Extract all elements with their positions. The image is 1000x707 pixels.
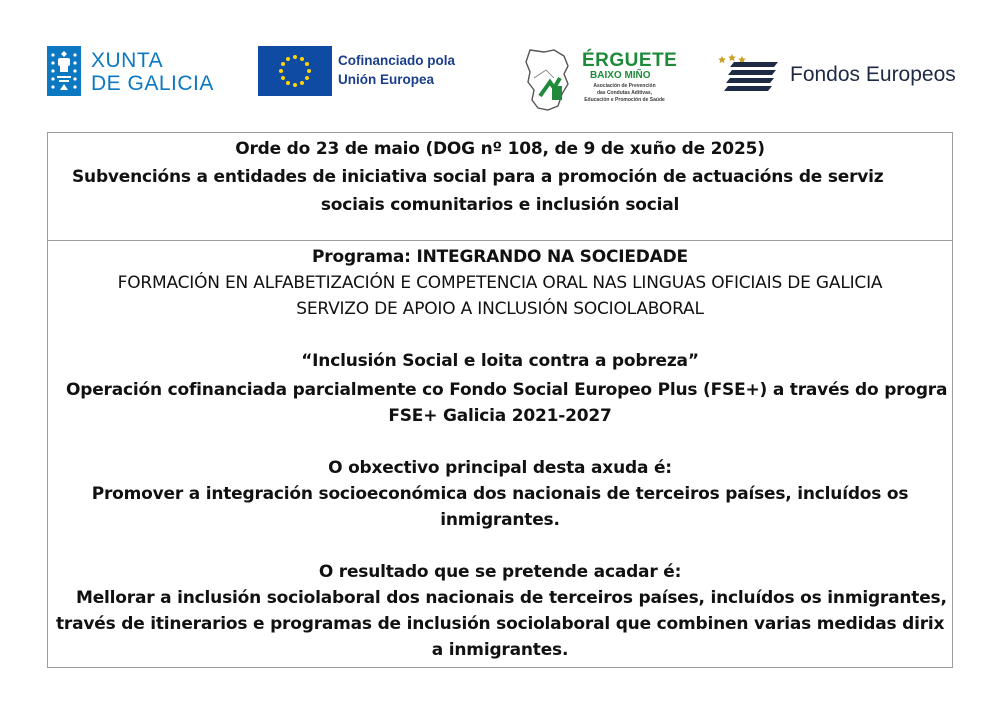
eu-logo-line1: Cofinanciado pola: [338, 53, 456, 68]
xunta-logo-line1: XUNTA: [91, 49, 164, 72]
eu-flag-icon: [258, 46, 332, 96]
resultado-title: O resultado que se pretende acadar é:: [318, 562, 682, 582]
operacion-line: Operación cofinanciada parcialmente co Fondo Social Europeo Plus (FSE+) a través do progra: [66, 380, 948, 400]
header-line2: Subvencións a entidades de iniciativa social para a promoción de actuacións de serviz: [72, 167, 884, 187]
eu-cofinanciado-logo: [258, 46, 488, 96]
fondos-europeos-flag-icon: [718, 52, 784, 96]
info-table: [47, 132, 953, 668]
programa-line: Programa: INTEGRANDO NA SOCIEDADE: [312, 247, 688, 267]
resultado-line2: través de itinerarios e programas de inclusión sociolaboral que combinen varias medidas dirix: [56, 614, 945, 634]
erguete-title: ÉRGUETE: [582, 50, 678, 71]
header-line3: sociais comunitarios e inclusión social: [320, 195, 680, 215]
galicia-shield-icon: [47, 46, 81, 96]
erguete-map-icon: [524, 48, 572, 114]
erguete-desc-line1: Asociación de Prevención: [593, 83, 656, 89]
eu-logo-line2: Unión Europea: [338, 72, 435, 87]
header-cell: [48, 133, 952, 241]
obxectivo-line2: inmigrantes.: [440, 510, 560, 530]
erguete-subtitle: BAIXO MIÑO: [590, 70, 651, 81]
body-cell: [48, 241, 952, 668]
resultado-line3: a inmigrantes.: [431, 640, 569, 660]
fondos-europeos-text: Fondos Europeos: [790, 63, 956, 86]
erguete-baixo-mino-logo: [524, 48, 678, 116]
formacion-line: FORMACIÓN EN ALFABETIZACIÓN E COMPETENCIA ORAL NAS LINGUAS OFICIAIS DE GALICIA: [117, 273, 883, 293]
inclusion-quote-line: “Inclusión Social e loita contra a pobreza”: [301, 351, 699, 371]
servizo-line: SERVIZO DE APOIO A INCLUSIÓN SOCIOLABORAL: [296, 299, 704, 319]
erguete-desc-line2: das Condutas Aditivas,: [596, 90, 653, 96]
fse-galicia-line: FSE+ Galicia 2021-2027: [388, 406, 612, 426]
obxectivo-line1: Promover a integración socioeconómica dos nacionais de terceiros países, incluídos os: [91, 484, 909, 504]
xunta-de-galicia-logo: [47, 46, 222, 98]
xunta-logo-line2: DE GALICIA: [91, 72, 214, 95]
erguete-desc-line3: Educación e Promoción de Saúde: [584, 97, 665, 103]
fondos-europeos-logo: [718, 52, 958, 96]
resultado-line1: Mellorar a inclusión sociolaboral dos nacionais de terceiros países, incluídos os inmigrantes,: [76, 588, 947, 608]
obxectivo-title: O obxectivo principal desta axuda é:: [328, 458, 672, 478]
header-line1: Orde do 23 de maio (DOG nº 108, de 9 de xuño de 2025): [235, 139, 765, 159]
